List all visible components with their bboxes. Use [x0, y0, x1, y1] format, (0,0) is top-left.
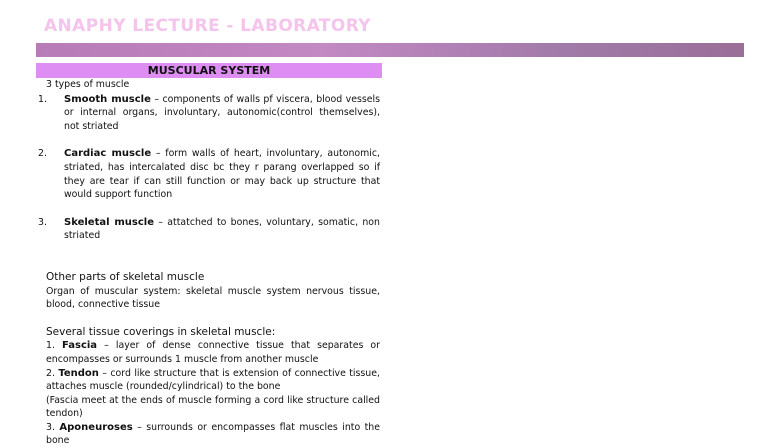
spacer	[46, 243, 380, 271]
muscle-types-intro: 3 types of muscle	[46, 79, 130, 90]
term-description: – attatched to bones, voluntary, somatic, non striated	[64, 216, 380, 242]
term: Cardiac muscle	[64, 148, 152, 160]
list-number: 3.	[38, 216, 47, 228]
slide-title: ANAPHY LECTURE - LABORATORY	[44, 16, 372, 36]
term-description: – cord like structure that is extension of connective tissue, attaches muscle (rounded/cylindrical) to the bone	[46, 367, 381, 393]
term: Aponeuroses	[59, 421, 133, 433]
spacer	[46, 312, 380, 326]
muscle-types-list	[38, 93, 381, 243]
title-bar	[36, 43, 744, 57]
other-parts-text: Organ of muscular system: skeletal muscle system nervous tissue, blood, connective tissue	[46, 285, 380, 311]
covering-item-aponeuroses	[46, 421, 380, 448]
list-number: 1.	[46, 340, 55, 352]
term-description: – surrounds or encompasses flat muscles into the bone	[46, 421, 381, 447]
term-description: – components of walls pf viscera, blood vessels or internal organs, involuntary, autonomic(control themselves), not striated	[64, 93, 380, 132]
covering-item-tendon	[46, 367, 380, 394]
term: Smooth muscle	[64, 93, 151, 105]
list-number: 3.	[46, 421, 55, 433]
list-item	[38, 147, 381, 201]
term: Skeletal muscle	[64, 216, 154, 228]
slide-content	[38, 78, 381, 448]
list-number: 2.	[38, 148, 47, 160]
covering-note: (Fascia meet at the ends of muscle forming a cord like structure called tendon)	[46, 394, 380, 420]
other-parts-heading: Other parts of skeletal muscle	[46, 270, 205, 283]
list-item	[38, 93, 380, 134]
spacer	[46, 202, 380, 216]
spacer	[46, 133, 380, 147]
term-description: – layer of dense connective tissue that separates or encompasses or surrounds 1 muscle from another muscle	[46, 340, 380, 365]
term-description: – form walls of heart, involuntary, autonomic, striated, has intercalated disc bc they r parang overlapped so if they are tear if can still function or may back up structure that would support function	[64, 148, 381, 201]
covering-item-fascia	[46, 339, 380, 366]
list-number: 1.	[38, 93, 47, 105]
term: Tendon	[58, 367, 99, 379]
coverings-heading: Several tissue coverings in skeletal muscle:	[46, 325, 276, 338]
section-heading: MUSCULAR SYSTEM	[36, 63, 382, 78]
list-number: 2.	[46, 367, 55, 379]
term: Fascia	[62, 340, 98, 352]
list-item	[38, 216, 380, 243]
